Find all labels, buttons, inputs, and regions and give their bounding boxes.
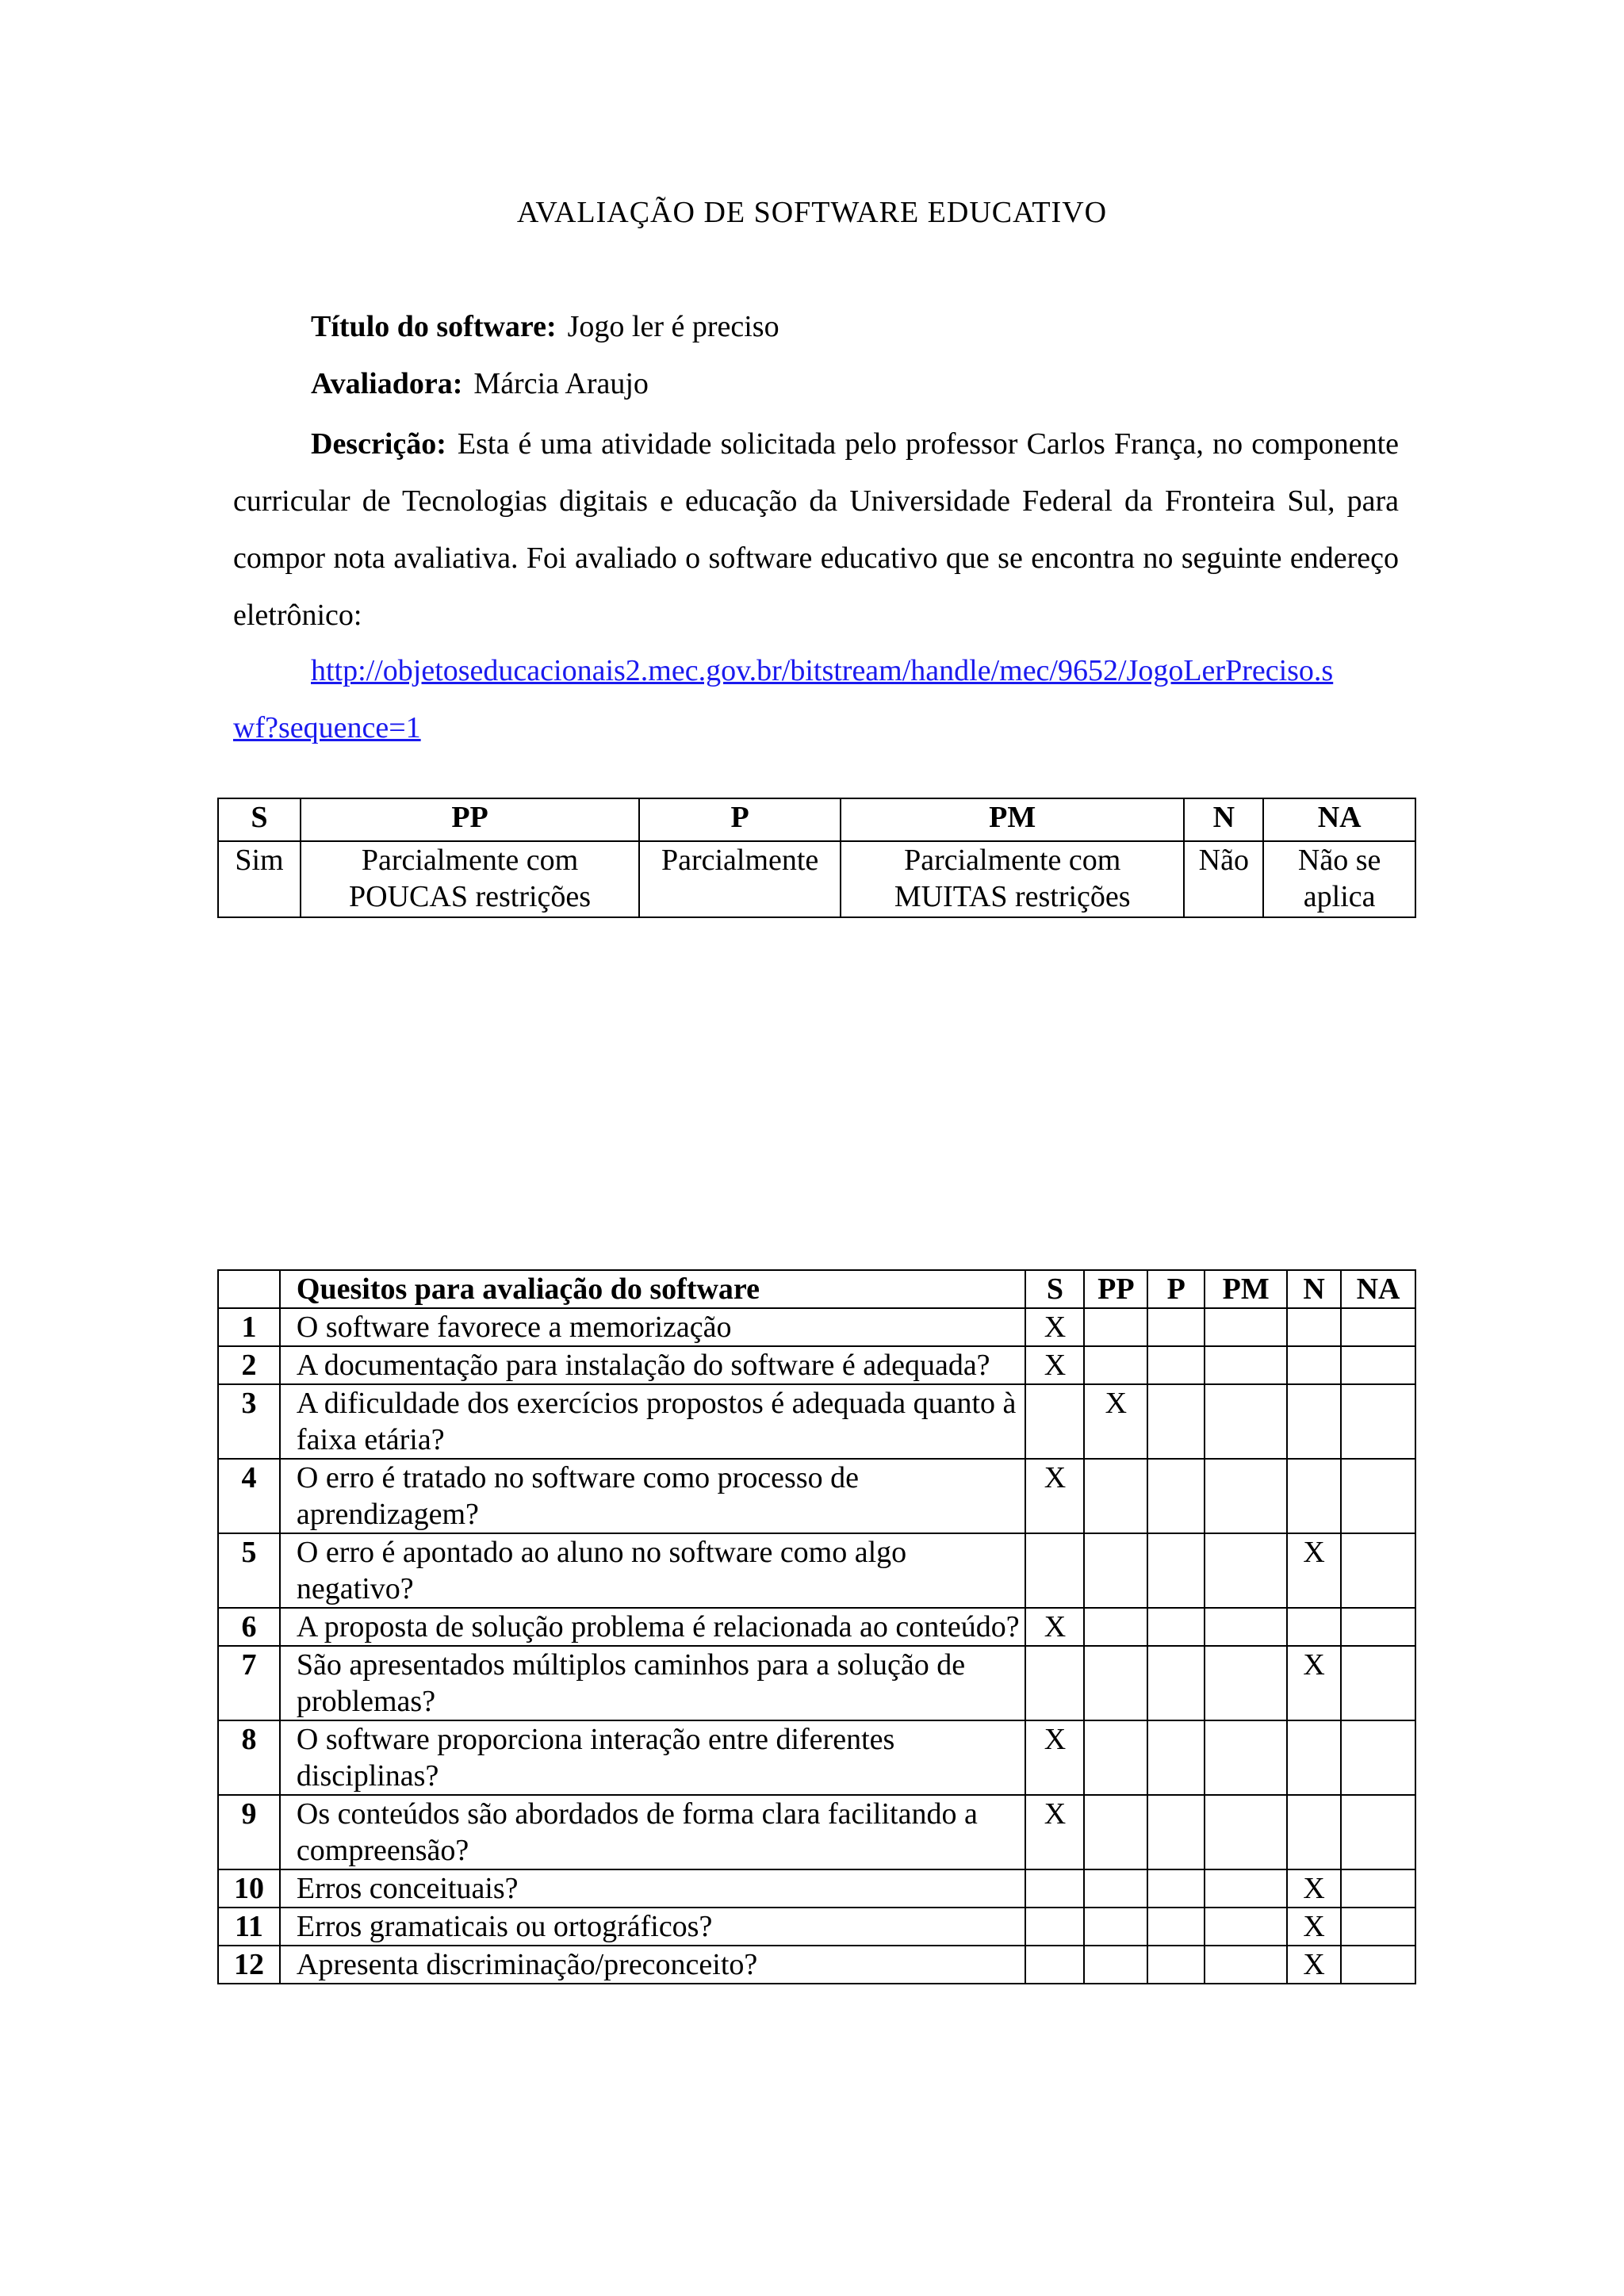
table-row [218,1533,1415,1608]
mark-cell [1147,1533,1205,1608]
mark-cell [1025,1646,1084,1720]
column-header: P [1147,1270,1205,1308]
table-row [218,1384,1415,1459]
question-cell: Os conteúdos são abordados de forma clara facilitando a compreensão? [280,1795,1026,1869]
mark-cell: X [1025,1795,1084,1869]
description-label: Descrição: [311,427,446,461]
table-row [218,1795,1415,1869]
mark-cell [1205,1346,1287,1384]
mark-cell [1147,1946,1205,1984]
legend-meaning: Sim [218,841,301,917]
evaluator-label: Avaliadora: [311,367,463,400]
legend-code: PM [841,798,1184,841]
software-title-field [311,304,779,349]
question-cell: Apresenta discriminação/preconceito? [280,1946,1026,1984]
question-cell: A documentação para instalação do software é adequada? [280,1346,1026,1384]
table-row [218,1720,1415,1795]
mark-cell [1084,1646,1147,1720]
mark-cell [1147,1795,1205,1869]
legend-meaning: Parcialmente com POUCAS restrições [301,841,639,917]
mark-cell: X [1287,1869,1341,1908]
mark-cell: X [1025,1308,1084,1346]
mark-cell [1084,1533,1147,1608]
table-row [218,1459,1415,1533]
mark-cell [1205,1869,1287,1908]
mark-cell: X [1025,1346,1084,1384]
mark-cell [1147,1869,1205,1908]
questions-header: Quesitos para avaliação do software [280,1270,1026,1308]
legend-codes-row [218,798,1415,841]
row-number: 9 [218,1795,280,1869]
column-header: S [1025,1270,1084,1308]
description-paragraph [233,415,1399,644]
document-title: AVALIAÇÃO DE SOFTWARE EDUCATIVO [516,196,1108,229]
software-title-value: Jogo ler é preciso [567,310,779,343]
mark-cell [1147,1908,1205,1946]
question-cell: O erro é tratado no software como processo de aprendizagem? [280,1459,1026,1533]
mark-cell [1084,1608,1147,1646]
row-number: 5 [218,1533,280,1608]
mark-cell [1341,1946,1415,1984]
mark-cell [1205,1384,1287,1459]
row-number: 1 [218,1308,280,1346]
question-cell: O erro é apontado ao aluno no software como algo negativo? [280,1533,1026,1608]
mark-cell [1287,1459,1341,1533]
mark-cell [1341,1795,1415,1869]
mark-cell [1147,1608,1205,1646]
mark-cell [1147,1308,1205,1346]
mark-cell [1025,1908,1084,1946]
mark-cell [1205,1608,1287,1646]
mark-cell [1287,1346,1341,1384]
mark-cell [1084,1946,1147,1984]
mark-cell [1147,1720,1205,1795]
mark-cell [1341,1869,1415,1908]
legend-meaning: Parcialmente [639,841,841,917]
software-link[interactable]: http://objetoseducacionais2.mec.gov.br/bitstream/handle/mec/9652/JogoLerPreciso.swf?sequence=1 [233,654,1334,744]
legend-code: NA [1263,798,1415,841]
evaluator-value: Márcia Araujo [473,367,649,400]
mark-cell [1147,1384,1205,1459]
mark-cell [1205,1308,1287,1346]
row-number: 3 [218,1384,280,1459]
table-row [218,1346,1415,1384]
column-header: PP [1084,1270,1147,1308]
row-number: 11 [218,1908,280,1946]
mark-cell [1341,1308,1415,1346]
legend-code: P [639,798,841,841]
question-cell: A proposta de solução problema é relacionada ao conteúdo? [280,1608,1026,1646]
table-row [218,1908,1415,1946]
mark-cell [1205,1795,1287,1869]
legend-meaning: Não [1184,841,1263,917]
mark-cell [1341,1720,1415,1795]
mark-cell [1147,1646,1205,1720]
mark-cell: X [1025,1720,1084,1795]
legend-code: PP [301,798,639,841]
description-text: Esta é uma atividade solicitada pelo professor Carlos França, no componente curricular de Tecnologias digitais e educação da Universidade Federal da Fronteira Sul, para compor nota avaliativa. Foi avaliado o software educativo que se encontra no seguinte endereço eletrônico: [233,427,1399,632]
mark-cell [1341,1608,1415,1646]
mark-cell [1341,1908,1415,1946]
mark-cell [1205,1533,1287,1608]
mark-cell [1341,1384,1415,1459]
question-cell: São apresentados múltiplos caminhos para a solução de problemas? [280,1646,1026,1720]
mark-cell [1341,1346,1415,1384]
mark-cell [1084,1795,1147,1869]
mark-cell: X [1025,1608,1084,1646]
mark-cell [1084,1459,1147,1533]
mark-cell [1205,1459,1287,1533]
mark-cell: X [1287,1946,1341,1984]
mark-cell [1147,1459,1205,1533]
mark-cell [1025,1946,1084,1984]
table-row [218,1608,1415,1646]
table-row [218,1946,1415,1984]
column-header: N [1287,1270,1341,1308]
mark-cell [1287,1795,1341,1869]
mark-cell [1205,1646,1287,1720]
number-header [218,1270,280,1308]
evaluation-table [217,1269,1416,1984]
mark-cell [1341,1533,1415,1608]
mark-cell: X [1025,1459,1084,1533]
legend-table [217,798,1416,918]
software-title-label: Título do software: [311,310,557,343]
column-header: PM [1205,1270,1287,1308]
mark-cell [1025,1384,1084,1459]
evaluator-field [311,362,649,406]
table-row [218,1869,1415,1908]
mark-cell [1287,1720,1341,1795]
mark-cell [1205,1946,1287,1984]
table-row [218,1646,1415,1720]
mark-cell [1205,1908,1287,1946]
mark-cell [1147,1346,1205,1384]
mark-cell [1287,1384,1341,1459]
row-number: 6 [218,1608,280,1646]
mark-cell [1341,1646,1415,1720]
mark-cell: X [1287,1908,1341,1946]
mark-cell: X [1287,1646,1341,1720]
mark-cell [1084,1869,1147,1908]
question-cell: Erros conceituais? [280,1869,1026,1908]
legend-code: N [1184,798,1263,841]
row-number: 10 [218,1869,280,1908]
row-number: 4 [218,1459,280,1533]
row-number: 12 [218,1946,280,1984]
question-cell: A dificuldade dos exercícios propostos é adequada quanto à faixa etária? [280,1384,1026,1459]
mark-cell [1025,1869,1084,1908]
row-number: 2 [218,1346,280,1384]
table-row [218,1308,1415,1346]
mark-cell [1205,1720,1287,1795]
question-cell: O software favorece a memorização [280,1308,1026,1346]
mark-cell [1287,1308,1341,1346]
legend-meanings-row [218,841,1415,917]
row-number: 8 [218,1720,280,1795]
mark-cell: X [1084,1384,1147,1459]
legend-meaning: Parcialmente com MUITAS restrições [841,841,1184,917]
mark-cell [1025,1533,1084,1608]
mark-cell [1084,1720,1147,1795]
legend-meaning: Não se aplica [1263,841,1415,917]
mark-cell [1084,1308,1147,1346]
question-cell: Erros gramaticais ou ortográficos? [280,1908,1026,1946]
evaluation-header-row [218,1270,1415,1308]
mark-cell [1084,1908,1147,1946]
mark-cell [1341,1459,1415,1533]
column-header: NA [1341,1270,1415,1308]
mark-cell: X [1287,1533,1341,1608]
mark-cell [1287,1608,1341,1646]
mark-cell [1084,1346,1147,1384]
question-cell: O software proporciona interação entre diferentes disciplinas? [280,1720,1026,1795]
legend-code: S [218,798,301,841]
row-number: 7 [218,1646,280,1720]
